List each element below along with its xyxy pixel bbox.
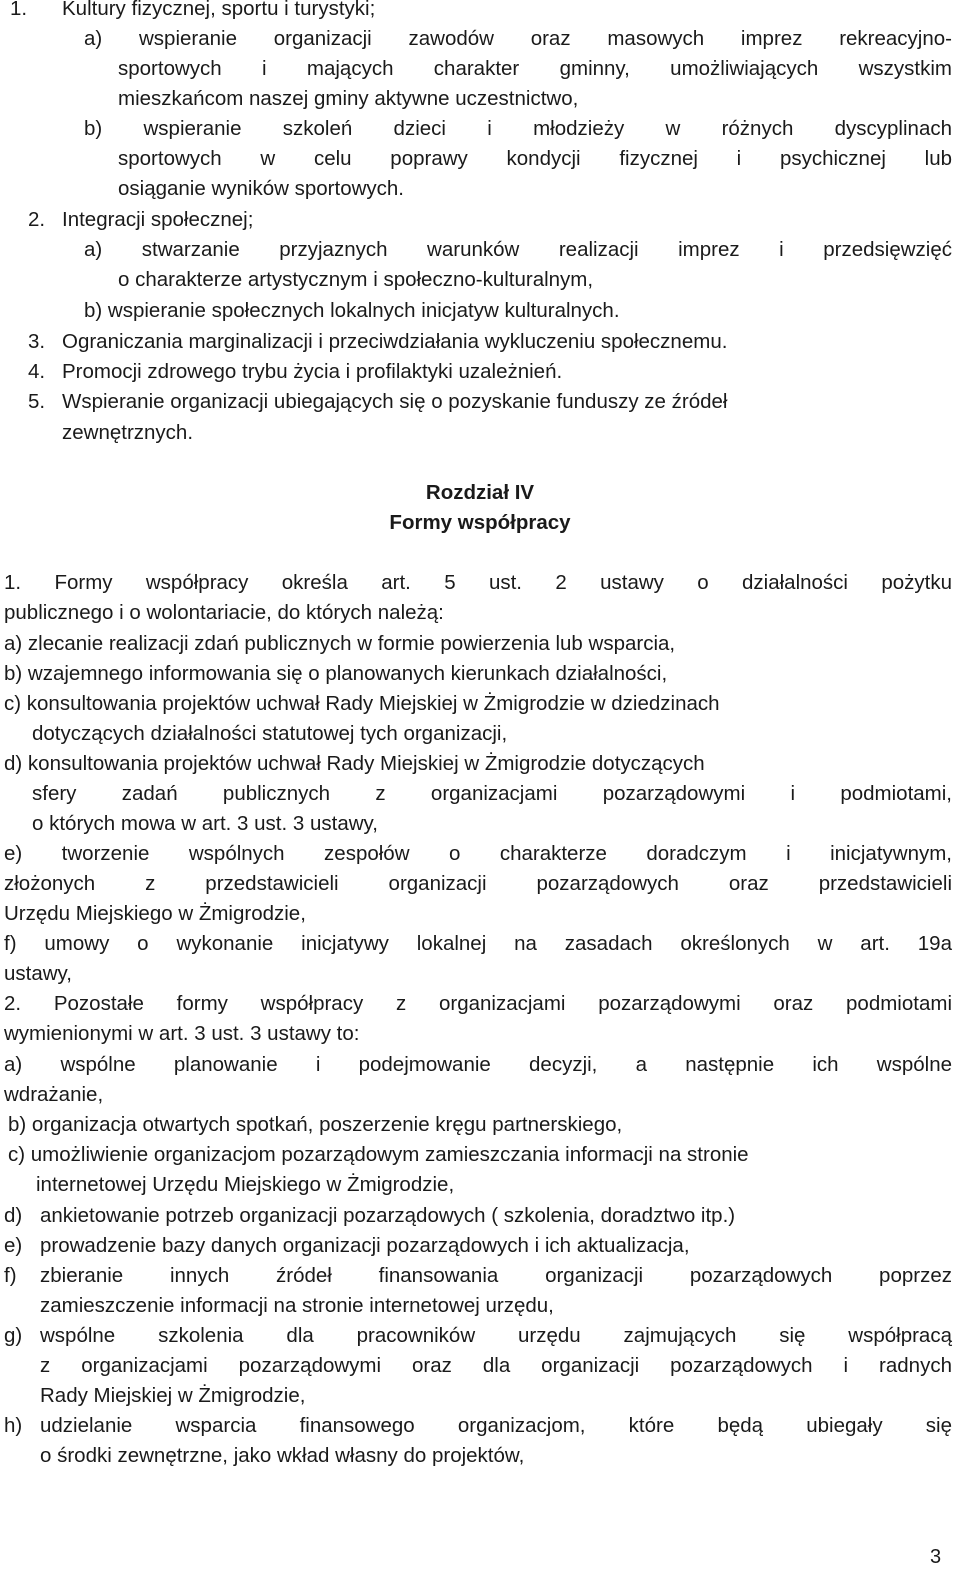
item-1b-line-1: b) wspieranie szkoleń dzieci i młodzieży w różnych dyscyplinach (84, 117, 952, 140)
item-1-title: Kultury fizycznej, sportu i turystyki; (62, 0, 376, 20)
page-number: 3 (930, 1546, 942, 1568)
forms-p2-c-line-2: internetowej Urzędu Miejskiego w Żmigrodzie, (36, 1173, 455, 1196)
item-1b-line-3: osiąganie wyników sportowych. (118, 177, 404, 200)
item-3-number: 3. (28, 330, 46, 353)
forms-p1-line-2: publicznego i o wolontariacie, do których należą: (4, 601, 444, 624)
forms-p2-h-line-2: o środki zewnętrzne, jako wkład własny do projektów, (40, 1444, 525, 1467)
forms-p2-line-1: 2. Pozostałe formy współpracy z organizacjami pozarządowymi oraz podmiotami (4, 992, 952, 1015)
forms-f-line-2: ustawy, (4, 962, 72, 985)
forms-p1-line-1: 1. Formy współpracy określa art. 5 ust. 2 ustawy o działalności pożytku (4, 571, 952, 594)
forms-p2-g-letter: g) (4, 1324, 23, 1347)
forms-p2-h-line-1: udzielanie wsparcia finansowego organizacjom, które będą ubiegały się (40, 1414, 952, 1437)
chapter-title: Rozdział IV (425, 481, 535, 504)
item-5-title-line-2: zewnętrznych. (62, 421, 194, 444)
forms-b: b) wzajemnego informowania się o planowanych kierunkach działalności, (4, 662, 668, 685)
forms-p2-a-line-1: a) wspólne planowanie i podejmowanie decyzji, a następnie ich wspólne (4, 1053, 952, 1076)
item-3-title: Ograniczania marginalizacji i przeciwdziałania wykluczeniu społecznemu. (62, 330, 728, 353)
item-5-title-line-1: Wspieranie organizacji ubiegających się o pozyskanie funduszy ze źródeł (62, 390, 728, 413)
forms-e-line-2: złożonych z przedstawicieli organizacji pozarządowych oraz przedstawicieli (4, 872, 952, 895)
forms-p2-e-text: prowadzenie bazy danych organizacji pozarządowych i ich aktualizacja, (40, 1234, 690, 1257)
item-1a-line-3: mieszkańcom naszej gminy aktywne uczestnictwo, (118, 87, 579, 110)
forms-p2-g-line-1: wspólne szkolenia dla pracowników urzędu zajmujących się współpracą (40, 1324, 952, 1347)
item-4-number: 4. (28, 360, 46, 383)
item-1a-line-1: a) wspieranie organizacji zawodów oraz masowych imprez rekreacyjno- (84, 27, 952, 50)
forms-d-line-2: sfery zadań publicznych z organizacjami pozarządowymi i podmiotami, (32, 782, 952, 805)
forms-p2-c-line-1: c) umożliwienie organizacjom pozarządowym zamieszczania informacji na stronie (8, 1143, 749, 1166)
forms-p2-f-letter: f) (4, 1264, 17, 1287)
item-2a-line-2: o charakterze artystycznym i społeczno-kulturalnym, (118, 268, 594, 291)
forms-p2-d-text: ankietowanie potrzeb organizacji pozarządowych ( szkolenia, doradztwo itp.) (40, 1204, 736, 1227)
item-4-title: Promocji zdrowego trybu życia i profilaktyki uzależnień. (62, 360, 563, 383)
forms-p2-line-2: wymienionymi w art. 3 ust. 3 ustawy to: (4, 1022, 360, 1045)
forms-c-line-1: c) konsultowania projektów uchwał Rady Miejskiej w Żmigrodzie w dziedzinach (4, 692, 720, 715)
forms-p2-b: b) organizacja otwartych spotkań, poszerzenie kręgu partnerskiego, (8, 1113, 623, 1136)
item-1-number: 1. (10, 0, 28, 20)
forms-d-line-3: o których mowa w art. 3 ust. 3 ustawy, (32, 812, 378, 835)
forms-a: a) zlecanie realizacji zdań publicznych w formie powierzenia lub wsparcia, (4, 632, 676, 655)
item-1a-line-2: sportowych i mających charakter gminny, umożliwiających wszystkim (118, 57, 952, 80)
item-1b-line-2: sportowych w celu poprawy kondycji fizycznej i psychicznej lub (118, 147, 952, 170)
item-2-number: 2. (28, 208, 46, 231)
forms-e-line-3: Urzędu Miejskiego w Żmigrodzie, (4, 902, 306, 925)
chapter-subtitle: Formy współpracy (389, 511, 571, 534)
forms-e-line-1: e) tworzenie wspólnych zespołów o charakterze doradczym i inicjatywnym, (4, 842, 952, 865)
forms-d-line-1: d) konsultowania projektów uchwał Rady Miejskiej w Żmigrodzie dotyczących (4, 752, 705, 775)
forms-p2-f-line-2: zamieszczenie informacji na stronie internetowej urzędu, (40, 1294, 554, 1317)
forms-f-line-1: f) umowy o wykonanie inicjatywy lokalnej na zasadach określonych w art. 19a (4, 932, 952, 955)
forms-p2-d-letter: d) (4, 1204, 23, 1227)
forms-c-line-2: dotyczących działalności statutowej tych organizacji, (32, 722, 508, 745)
forms-p2-a-line-2: wdrażanie, (4, 1083, 104, 1106)
forms-p2-h-letter: h) (4, 1414, 23, 1437)
item-5-number: 5. (28, 390, 46, 413)
forms-p2-g-line-2: z organizacjami pozarządowymi oraz dla organizacji pozarządowych i radnych (40, 1354, 952, 1377)
item-2a-line-1: a) stwarzanie przyjaznych warunków realizacji imprez i przedsięwzięć (84, 238, 952, 261)
forms-p2-g-line-3: Rady Miejskiej w Żmigrodzie, (40, 1384, 306, 1407)
item-2b-line: b) wspieranie społecznych lokalnych inicjatyw kulturalnych. (84, 299, 620, 322)
forms-p2-e-letter: e) (4, 1234, 23, 1257)
item-2-title: Integracji społecznej; (62, 208, 254, 231)
forms-p2-f-line-1: zbieranie innych źródeł finansowania organizacji pozarządowych poprzez (40, 1264, 952, 1287)
